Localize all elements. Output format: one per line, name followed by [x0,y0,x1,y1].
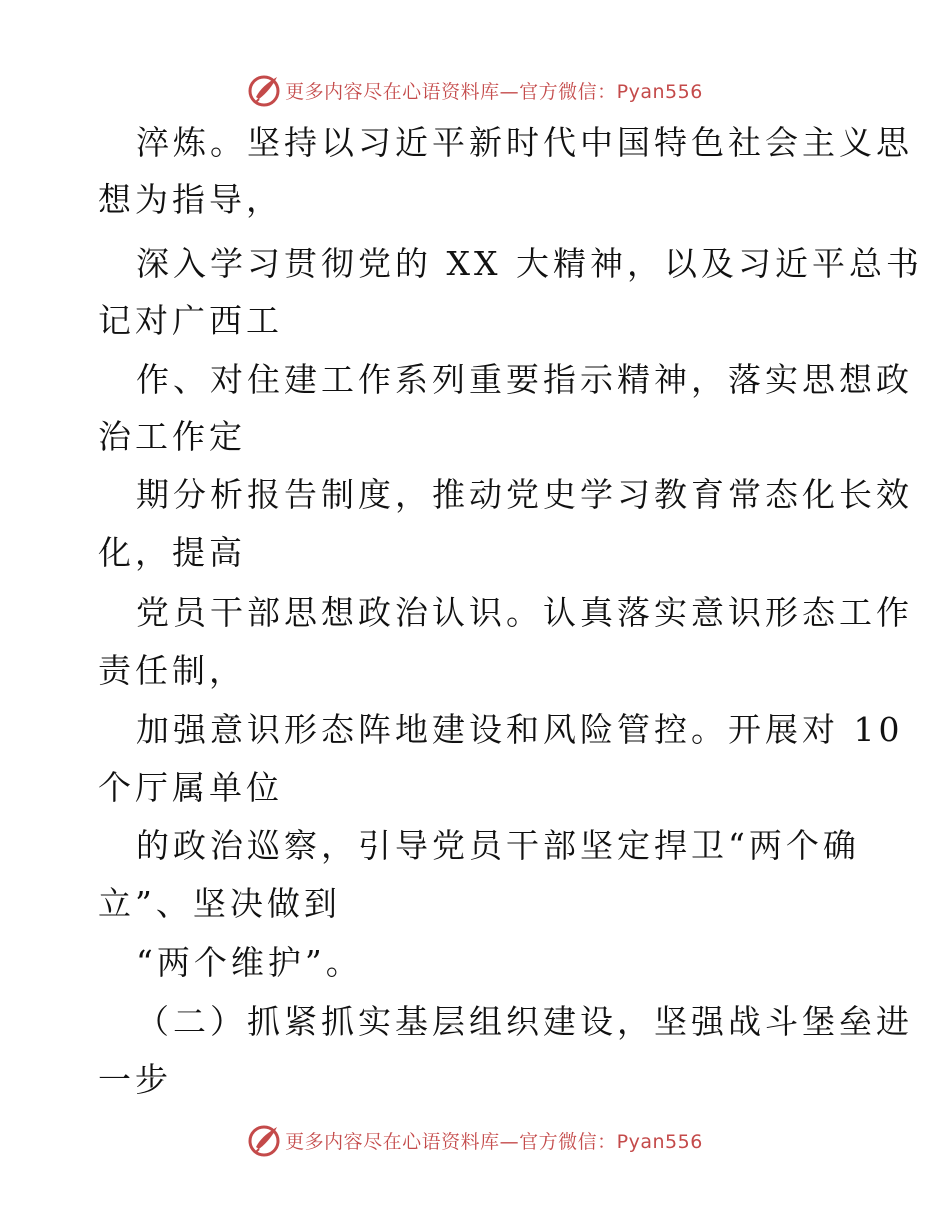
text-line: 党员干部思想政治认识。认真落实意识形态工作 [136,593,913,632]
header-watermark-text: 更多内容尽在心语资料库—官方微信：Pyan556 [285,80,703,103]
text-line: 期分析报告制度，推动党史学习教育常态化长效 [136,475,913,514]
quill-pen-seal-icon [247,73,281,107]
text-line: 淬炼。坚持以习近平新时代中国特色社会主义思 [136,123,913,162]
text-line: “两个维护”。 [136,943,363,982]
footer-watermark [0,1120,950,1160]
text-line: 一步 [98,1060,172,1099]
text-line: 化，提高 [98,533,246,572]
footer-watermark-text: 更多内容尽在心语资料库—官方微信：Pyan556 [285,1130,703,1153]
header-watermark [0,70,950,110]
text-line: 加强意识形态阵地建设和风险管控。开展对 10 [136,710,904,749]
text-line: 想为指导， [98,180,283,219]
text-line: 作、对住建工作系列重要指示精神，落实思想政 [136,360,913,399]
text-line: 记对广西工 [98,301,283,340]
text-line: 深入学习贯彻党的 XX 大精神，以及习近平总书 [136,244,923,283]
text-line: 立”、坚决做到 [98,884,341,923]
text-line: 的政治巡察，引导党员干部坚定捍卫“两个确 [136,826,860,865]
text-line: （二）抓紧抓实基层组织建设，坚强战斗堡垒进 [136,1002,913,1041]
text-line: 治工作定 [98,417,246,456]
quill-pen-seal-icon [247,1123,281,1157]
text-line: 个厅属单位 [98,768,283,807]
text-line: 责任制， [98,651,246,690]
